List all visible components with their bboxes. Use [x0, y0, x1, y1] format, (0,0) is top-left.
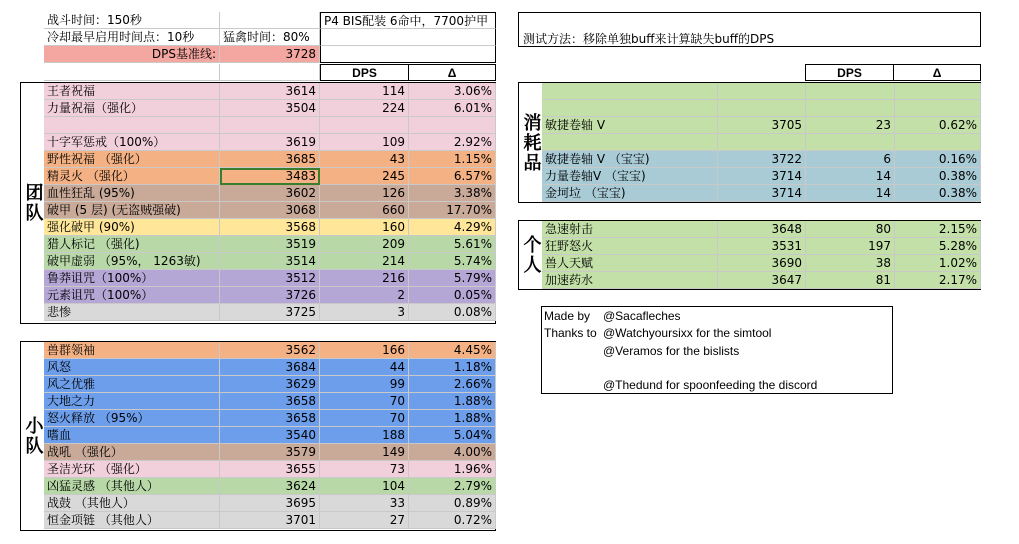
thanks-simtool[interactable]: @Watchyoursixx for the simtool — [603, 326, 772, 340]
row-name[interactable]: 兽人天赋 — [542, 255, 718, 272]
row-pct[interactable]: 0.38% — [895, 168, 981, 185]
party-table — [20, 341, 496, 531]
row-dps[interactable]: 3658 — [220, 410, 320, 427]
row-dps[interactable]: 3514 — [220, 253, 320, 270]
row-pct[interactable]: 1.18% — [409, 359, 496, 376]
row-diff[interactable]: 197 — [806, 238, 895, 255]
row-pct[interactable]: 4.45% — [409, 342, 496, 359]
row-pct[interactable]: 5.04% — [409, 427, 496, 444]
row-diff[interactable]: 23 — [806, 117, 895, 134]
row-diff[interactable]: 214 — [320, 253, 409, 270]
row-pct[interactable]: 5.28% — [895, 238, 981, 255]
personal-table — [518, 220, 981, 290]
row-pct[interactable]: 0.08% — [409, 304, 496, 321]
row-diff[interactable]: 209 — [320, 236, 409, 253]
row-name[interactable]: 风之优雅 — [44, 376, 220, 393]
thanks-bislists[interactable]: @Veramos for the bislists — [603, 344, 740, 358]
row-dps[interactable]: 3068 — [220, 202, 320, 219]
battle-time[interactable]: 战斗时间：150秒 — [44, 12, 220, 29]
row-pct[interactable]: 2.92% — [409, 134, 496, 151]
empty-cell[interactable] — [44, 64, 220, 81]
raid-table — [20, 82, 496, 324]
row-dps[interactable]: 3648 — [718, 221, 806, 238]
raid-rows — [44, 83, 496, 323]
row-pct[interactable]: 4.00% — [409, 444, 496, 461]
row-dps[interactable]: 3504 — [220, 100, 320, 117]
row-diff[interactable]: 38 — [806, 255, 895, 272]
row-pct[interactable] — [895, 83, 981, 100]
row-dps[interactable]: 3540 — [220, 427, 320, 444]
row-dps[interactable]: 3568 — [220, 219, 320, 236]
row-name[interactable]: 破甲虚弱 （95%， 1263敏) — [44, 253, 220, 270]
row-pct[interactable]: 0.89% — [409, 495, 496, 512]
row-name[interactable]: 敏捷卷轴 V — [542, 117, 718, 134]
row-pct[interactable]: 3.38% — [409, 185, 496, 202]
row-diff[interactable]: 44 — [320, 359, 409, 376]
row-pct[interactable]: 6.01% — [409, 100, 496, 117]
row-diff[interactable]: 660 — [320, 202, 409, 219]
row-pct[interactable]: 1.88% — [409, 410, 496, 427]
row-pct[interactable]: 0.72% — [409, 512, 496, 529]
thanks-discord[interactable]: @Thedund for spoonfeeding the discord — [603, 378, 818, 392]
delta-header[interactable]: Δ — [894, 64, 981, 81]
row-pct[interactable] — [895, 134, 981, 151]
row-diff[interactable]: 27 — [320, 512, 409, 529]
row-dps[interactable]: 3602 — [220, 185, 320, 202]
empty-cell[interactable] — [320, 29, 496, 46]
row-name[interactable]: 大地之力 — [44, 393, 220, 410]
consumables-label: 消耗品 — [520, 112, 542, 173]
row-diff[interactable]: 160 — [320, 219, 409, 236]
dps-header[interactable]: DPS — [320, 64, 409, 81]
raid-label: 团队 — [22, 183, 44, 223]
row-diff[interactable]: 6 — [806, 151, 895, 168]
row-diff[interactable]: 81 — [806, 272, 895, 289]
row-pct[interactable]: 0.62% — [895, 117, 981, 134]
row-diff[interactable]: 126 — [320, 185, 409, 202]
row-name[interactable]: 野性祝福 （强化） — [44, 151, 220, 168]
row-name[interactable] — [542, 83, 718, 100]
row-diff[interactable]: 149 — [320, 444, 409, 461]
row-dps[interactable]: 3519 — [220, 236, 320, 253]
empty-cell[interactable] — [320, 46, 496, 63]
row-dps[interactable]: 3714 — [718, 185, 806, 202]
row-name[interactable]: 十字军惩戒（100%） — [44, 134, 220, 151]
right-col-headers — [518, 64, 981, 82]
row-name[interactable]: 鲁莽诅咒（100%） — [44, 270, 220, 287]
dps-baseline-value[interactable]: 3728 — [220, 46, 320, 63]
row-pct[interactable] — [895, 100, 981, 117]
row-name[interactable] — [542, 100, 718, 117]
row-dps[interactable]: 3714 — [718, 168, 806, 185]
made-by-label[interactable]: Made by — [544, 309, 591, 323]
row-name[interactable]: 怒火释放 （95%） — [44, 410, 220, 427]
row-pct[interactable] — [409, 117, 496, 134]
row-dps[interactable]: 3690 — [718, 255, 806, 272]
row-dps[interactable]: 3701 — [220, 512, 320, 529]
row-name[interactable]: 恒金项链 （其他人） — [44, 512, 220, 529]
row-pct[interactable]: 1.15% — [409, 151, 496, 168]
consumables-table — [518, 82, 981, 203]
row-diff[interactable]: 80 — [806, 221, 895, 238]
header-block — [44, 12, 496, 64]
beast-time[interactable]: 猛禽时间：80% — [220, 29, 320, 46]
row-diff[interactable]: 216 — [320, 270, 409, 287]
party-label: 小队 — [22, 416, 44, 456]
delta-header[interactable]: Δ — [409, 64, 496, 81]
row-name[interactable]: 破甲 (5 层) (无盗贼强破) — [44, 202, 220, 219]
row-dps[interactable]: 3647 — [718, 272, 806, 289]
row-dps[interactable]: 3695 — [220, 495, 320, 512]
dps-header[interactable]: DPS — [805, 64, 894, 81]
row-name[interactable]: 力量祝福（强化） — [44, 100, 220, 117]
row-dps[interactable]: 3624 — [220, 478, 320, 495]
row-pct[interactable]: 1.96% — [409, 461, 496, 478]
row-dps[interactable]: 3619 — [220, 134, 320, 151]
row-dps[interactable]: 3722 — [718, 151, 806, 168]
row-pct[interactable]: 1.02% — [895, 255, 981, 272]
row-pct[interactable]: 2.15% — [895, 221, 981, 238]
row-diff[interactable] — [806, 100, 895, 117]
cooldown-info[interactable]: 冷却最早启用时间点：10秒 — [44, 29, 220, 46]
row-dps[interactable] — [220, 117, 320, 134]
personal-rows — [542, 221, 981, 289]
row-dps[interactable]: 3685 — [220, 151, 320, 168]
row-diff[interactable]: 224 — [320, 100, 409, 117]
row-pct[interactable]: 5.74% — [409, 253, 496, 270]
row-diff[interactable]: 3 — [320, 304, 409, 321]
row-dps[interactable] — [718, 134, 806, 151]
row-pct[interactable]: 5.61% — [409, 236, 496, 253]
gear-info[interactable]: P4 BIS配装 6命中，7700护甲 — [320, 12, 496, 29]
row-name[interactable]: 嗜血 — [44, 427, 220, 444]
row-dps[interactable]: 3629 — [220, 376, 320, 393]
row-diff[interactable]: 14 — [806, 185, 895, 202]
row-name[interactable] — [542, 134, 718, 151]
empty-cell[interactable] — [220, 64, 320, 81]
row-name[interactable]: 兽群领袖 — [44, 342, 220, 359]
row-dps[interactable]: 3658 — [220, 393, 320, 410]
made-by-name[interactable]: @Sacafleches — [603, 309, 681, 323]
row-name[interactable] — [44, 117, 220, 134]
row-pct[interactable]: 0.38% — [895, 185, 981, 202]
row-pct[interactable]: 6.57% — [409, 168, 496, 185]
row-pct[interactable]: 0.16% — [895, 151, 981, 168]
row-dps[interactable] — [718, 100, 806, 117]
row-dps[interactable]: 3614 — [220, 83, 320, 100]
row-diff[interactable]: 70 — [320, 393, 409, 410]
row-diff[interactable]: 73 — [320, 461, 409, 478]
consumables-rows — [542, 83, 981, 202]
row-name[interactable]: 强化破甲 (90%) — [44, 219, 220, 236]
credits-box — [541, 306, 893, 394]
row-diff[interactable]: 114 — [320, 83, 409, 100]
row-dps[interactable]: 3726 — [220, 287, 320, 304]
row-name[interactable]: 敏捷卷轴 V （宝宝) — [542, 151, 718, 168]
row-pct[interactable]: 5.79% — [409, 270, 496, 287]
row-diff[interactable]: 14 — [806, 168, 895, 185]
personal-label: 个人 — [520, 235, 542, 275]
row-name[interactable]: 猎人标记 （强化) — [44, 236, 220, 253]
method-text[interactable]: 测试方法：移除单独buff来计算缺失buff的DPS — [523, 32, 775, 46]
row-name[interactable]: 战鼓 （其他人） — [44, 495, 220, 512]
row-diff[interactable]: 188 — [320, 427, 409, 444]
empty-cell[interactable] — [220, 12, 320, 29]
row-diff[interactable] — [806, 134, 895, 151]
row-dps[interactable]: 3483 — [220, 168, 320, 185]
row-pct[interactable]: 2.66% — [409, 376, 496, 393]
row-pct[interactable]: 4.29% — [409, 219, 496, 236]
method-box — [518, 12, 981, 47]
row-dps[interactable]: 3684 — [220, 359, 320, 376]
row-name[interactable]: 元素诅咒（100%） — [44, 287, 220, 304]
row-diff[interactable]: 43 — [320, 151, 409, 168]
row-name[interactable]: 狂野怒火 — [542, 238, 718, 255]
row-pct[interactable]: 17.70% — [409, 202, 496, 219]
row-name[interactable]: 圣洁光环 （强化） — [44, 461, 220, 478]
row-dps[interactable]: 3562 — [220, 342, 320, 359]
row-name[interactable]: 凶猛灵感 （其他人） — [44, 478, 220, 495]
row-pct[interactable]: 2.79% — [409, 478, 496, 495]
row-diff[interactable]: 104 — [320, 478, 409, 495]
row-pct[interactable]: 2.17% — [895, 272, 981, 289]
left-col-headers — [44, 64, 496, 82]
row-diff[interactable]: 109 — [320, 134, 409, 151]
thanks-label[interactable]: Thanks to — [544, 326, 597, 340]
row-name[interactable]: 王者祝福 — [44, 83, 220, 100]
row-name[interactable]: 悲惨 — [44, 304, 220, 321]
row-diff[interactable] — [806, 83, 895, 100]
row-diff[interactable]: 70 — [320, 410, 409, 427]
row-diff[interactable]: 245 — [320, 168, 409, 185]
row-diff[interactable]: 99 — [320, 376, 409, 393]
row-diff[interactable]: 166 — [320, 342, 409, 359]
row-name[interactable]: 精灵火 （强化） — [44, 168, 220, 185]
row-dps[interactable]: 3512 — [220, 270, 320, 287]
row-dps[interactable]: 3705 — [718, 117, 806, 134]
dps-baseline-label[interactable]: DPS基准线: — [44, 46, 220, 63]
row-dps[interactable]: 3531 — [718, 238, 806, 255]
row-dps[interactable]: 3725 — [220, 304, 320, 321]
row-diff[interactable]: 33 — [320, 495, 409, 512]
row-name[interactable]: 加速药水 — [542, 272, 718, 289]
row-pct[interactable]: 1.88% — [409, 393, 496, 410]
row-name[interactable]: 力量卷轴V （宝宝) — [542, 168, 718, 185]
row-dps[interactable]: 3655 — [220, 461, 320, 478]
row-name[interactable]: 血性狂乱 (95%) — [44, 185, 220, 202]
row-dps[interactable] — [718, 83, 806, 100]
row-name[interactable]: 风怒 — [44, 359, 220, 376]
row-pct[interactable]: 0.05% — [409, 287, 496, 304]
row-name[interactable]: 金坷垃 （宝宝) — [542, 185, 718, 202]
row-name[interactable]: 急速射击 — [542, 221, 718, 238]
party-rows — [44, 342, 496, 530]
row-dps[interactable]: 3579 — [220, 444, 320, 461]
row-name[interactable]: 战吼 （强化） — [44, 444, 220, 461]
row-diff[interactable] — [320, 117, 409, 134]
row-diff[interactable]: 2 — [320, 287, 409, 304]
row-pct[interactable]: 3.06% — [409, 83, 496, 100]
